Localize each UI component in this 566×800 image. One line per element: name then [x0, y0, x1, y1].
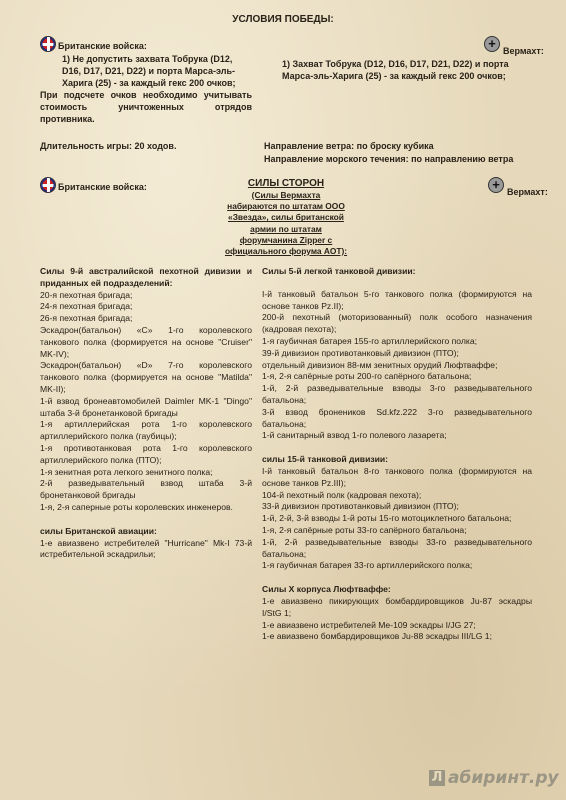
- left-heading-2: силы Британской авиации:: [40, 525, 157, 536]
- list-item: 1-й, 2-й разведывательные взводы 33-го разведывательного батальона;: [262, 536, 532, 559]
- list-item: 2-й разведывательный взвод штаба 3-й бронетанковой бригады: [40, 478, 252, 501]
- forces-subtitle-line: форумчанина Zipper с: [239, 234, 333, 245]
- list-item: 1-я, 2-я сапёрные роты 33-го сапёрного батальона;: [262, 524, 467, 535]
- iron-cross-icon: +: [484, 36, 500, 52]
- list-item: 3-й взвод бронеников Sd.kfz.222 3-го разведывательного батальона;: [262, 406, 532, 429]
- forces-subtitle-line: армии по штатам: [250, 223, 322, 234]
- forces-subtitle-line: официального форума АОТ):: [224, 246, 348, 257]
- right-heading-1: Силы 5-й легкой танковой дивизии:: [262, 266, 416, 276]
- list-item: 26-я пехотная бригада;: [40, 313, 133, 324]
- list-item: 1-я, 2-я саперные роты королевских инженеров.: [40, 501, 233, 512]
- list-item: Эскадрон(батальон) «D» 7-го королевского танкового полка (формируется на основе "Matilda" MK-II);: [40, 360, 252, 394]
- victory-british-label: Британские войска:: [58, 41, 147, 51]
- forces-british-label: Британские войска:: [58, 182, 147, 192]
- list-item: I-й танковый батальон 5-го танкового полка (формируются на основе танков Pz.II);: [262, 288, 532, 311]
- game-duration: Длительность игры: 20 ходов.: [40, 141, 177, 151]
- union-jack-icon: [40, 177, 56, 193]
- victory-title: УСЛОВИЯ ПОБЕДЫ:: [232, 14, 334, 25]
- list-item: 1-й взвод бронеавтомобилей Daimler MK-1 "Dingo" штаба 3-й бронетанковой бригады: [40, 395, 252, 418]
- labirint-watermark: [429, 768, 566, 792]
- victory-british-item: 1) Не допустить захвата Тобрука (D12, D16, D17, D21, D22) и порта Марса-эль-Харига (25) - за каждый гекс 200 очков;: [62, 54, 236, 88]
- list-item: 1-я зенитная рота легкого зенитного полка;: [40, 466, 213, 477]
- list-item: 1-я, 2-я сапёрные роты 200-го сапёрного батальона;: [262, 371, 472, 382]
- right-heading-3: Силы X корпуса Люфтваффе:: [262, 584, 391, 595]
- right-column: [262, 266, 532, 643]
- forces-wehrmacht-label: Вермахт:: [507, 187, 548, 197]
- list-item: 1-й, 2-й разведывательные взводы 3-го разведывательного батальона;: [262, 383, 532, 405]
- list-item: I-й танковый батальон 8-го танкового полка (формируются на основе танков Pz.III);: [262, 465, 532, 488]
- list-item: Эскадрон(батальон) «C» 1-го королевского танкового полка (формируется на основе "Cruiser" MK-IV);: [40, 324, 252, 359]
- forces-title: СИЛЫ СТОРОН: [247, 178, 325, 189]
- list-item: 1-я гаубичная батарея 33-го артиллерийского полка;: [262, 560, 473, 571]
- list-item: 200-й пехотный (моторизованный) полк особого назначения (кадровая пехота);: [262, 312, 532, 335]
- wind-direction: Направление ветра: по броску кубика: [264, 141, 434, 151]
- list-item: 1-й, 2-й, 3-й взводы 1-й роты 15-го мотоциклетного батальона;: [262, 513, 512, 524]
- left-column: [40, 266, 252, 561]
- list-item: 1-е авиазвено истребителей Me-109 эскадры I/JG 27;: [262, 619, 476, 630]
- list-item: 20-я пехотная бригада;: [40, 289, 133, 300]
- list-item: 1-й санитарный взвод 1-го полевого лазарета;: [262, 430, 447, 441]
- union-jack-icon: [40, 36, 56, 52]
- forces-subtitle-line: набираются по штатам ООО: [227, 201, 345, 212]
- list-item: 39-й дивизион противотанковый дивизион (ПТО);: [262, 347, 459, 358]
- list-item: 1-е авиазвено бомбардировщиков Ju-88 эскадры III/LG 1;: [262, 631, 492, 642]
- iron-cross-icon: +: [488, 177, 504, 193]
- list-item: 1-я гаубичная батарея 155-го артиллерийского полка;: [262, 335, 478, 346]
- labirint-logo-icon: Л: [429, 770, 445, 786]
- forces-subtitle-line: (Силы Вермахта: [251, 190, 321, 200]
- victory-british-note: При подсчете очков необходимо учитывать стоимость уничтоженных отрядов противника.: [40, 90, 252, 124]
- forces-subtitle: [206, 190, 366, 257]
- right-heading-2: силы 15-й танковой дивизии:: [262, 454, 389, 465]
- list-item: 1-я артиллерийская рота 1-го королевского артиллерийского полка (гаубицы);: [40, 419, 252, 442]
- sea-current: Направление морского течения: по направлению ветра: [264, 154, 514, 164]
- list-item: 1-е авиазвено пикирующих бомбардировщиков Ju-87 эскадры I/StG 1;: [262, 595, 532, 618]
- list-item: 33-й дивизион противотанковый дивизион (ПТО);: [262, 501, 459, 512]
- left-heading-1: Силы 9-й австралийской пехотной дивизии и приданных ей подразделений:: [40, 266, 252, 288]
- victory-wehrmacht-label: Вермахт:: [503, 46, 544, 56]
- forces-subtitle-line: «Звезда», силы британской: [228, 212, 344, 223]
- list-item: 104-й пехотный полк (кадровая пехота);: [262, 489, 422, 500]
- forces-heading: [206, 177, 366, 257]
- victory-wehrmacht-item: 1) Захват Тобрука (D12, D16, D17, D21, D22) и порта Марса-эль-Харига (25) - за каждый гекс 200 очков;: [282, 59, 509, 81]
- list-item: 24-я пехотная бригада;: [40, 301, 133, 312]
- watermark-text: абиринт.ру: [448, 768, 559, 788]
- list-item: отдельный дивизион 88-мм зенитных орудий Люфтваффе;: [262, 359, 498, 370]
- list-item: 1-е авиазвено истребителей "Hurricane" Mk-I 73-й истребительной эскадрильи;: [40, 537, 252, 560]
- list-item: 1-я противотанковая рота 1-го королевского артиллерийского полка (ПТО);: [40, 442, 252, 465]
